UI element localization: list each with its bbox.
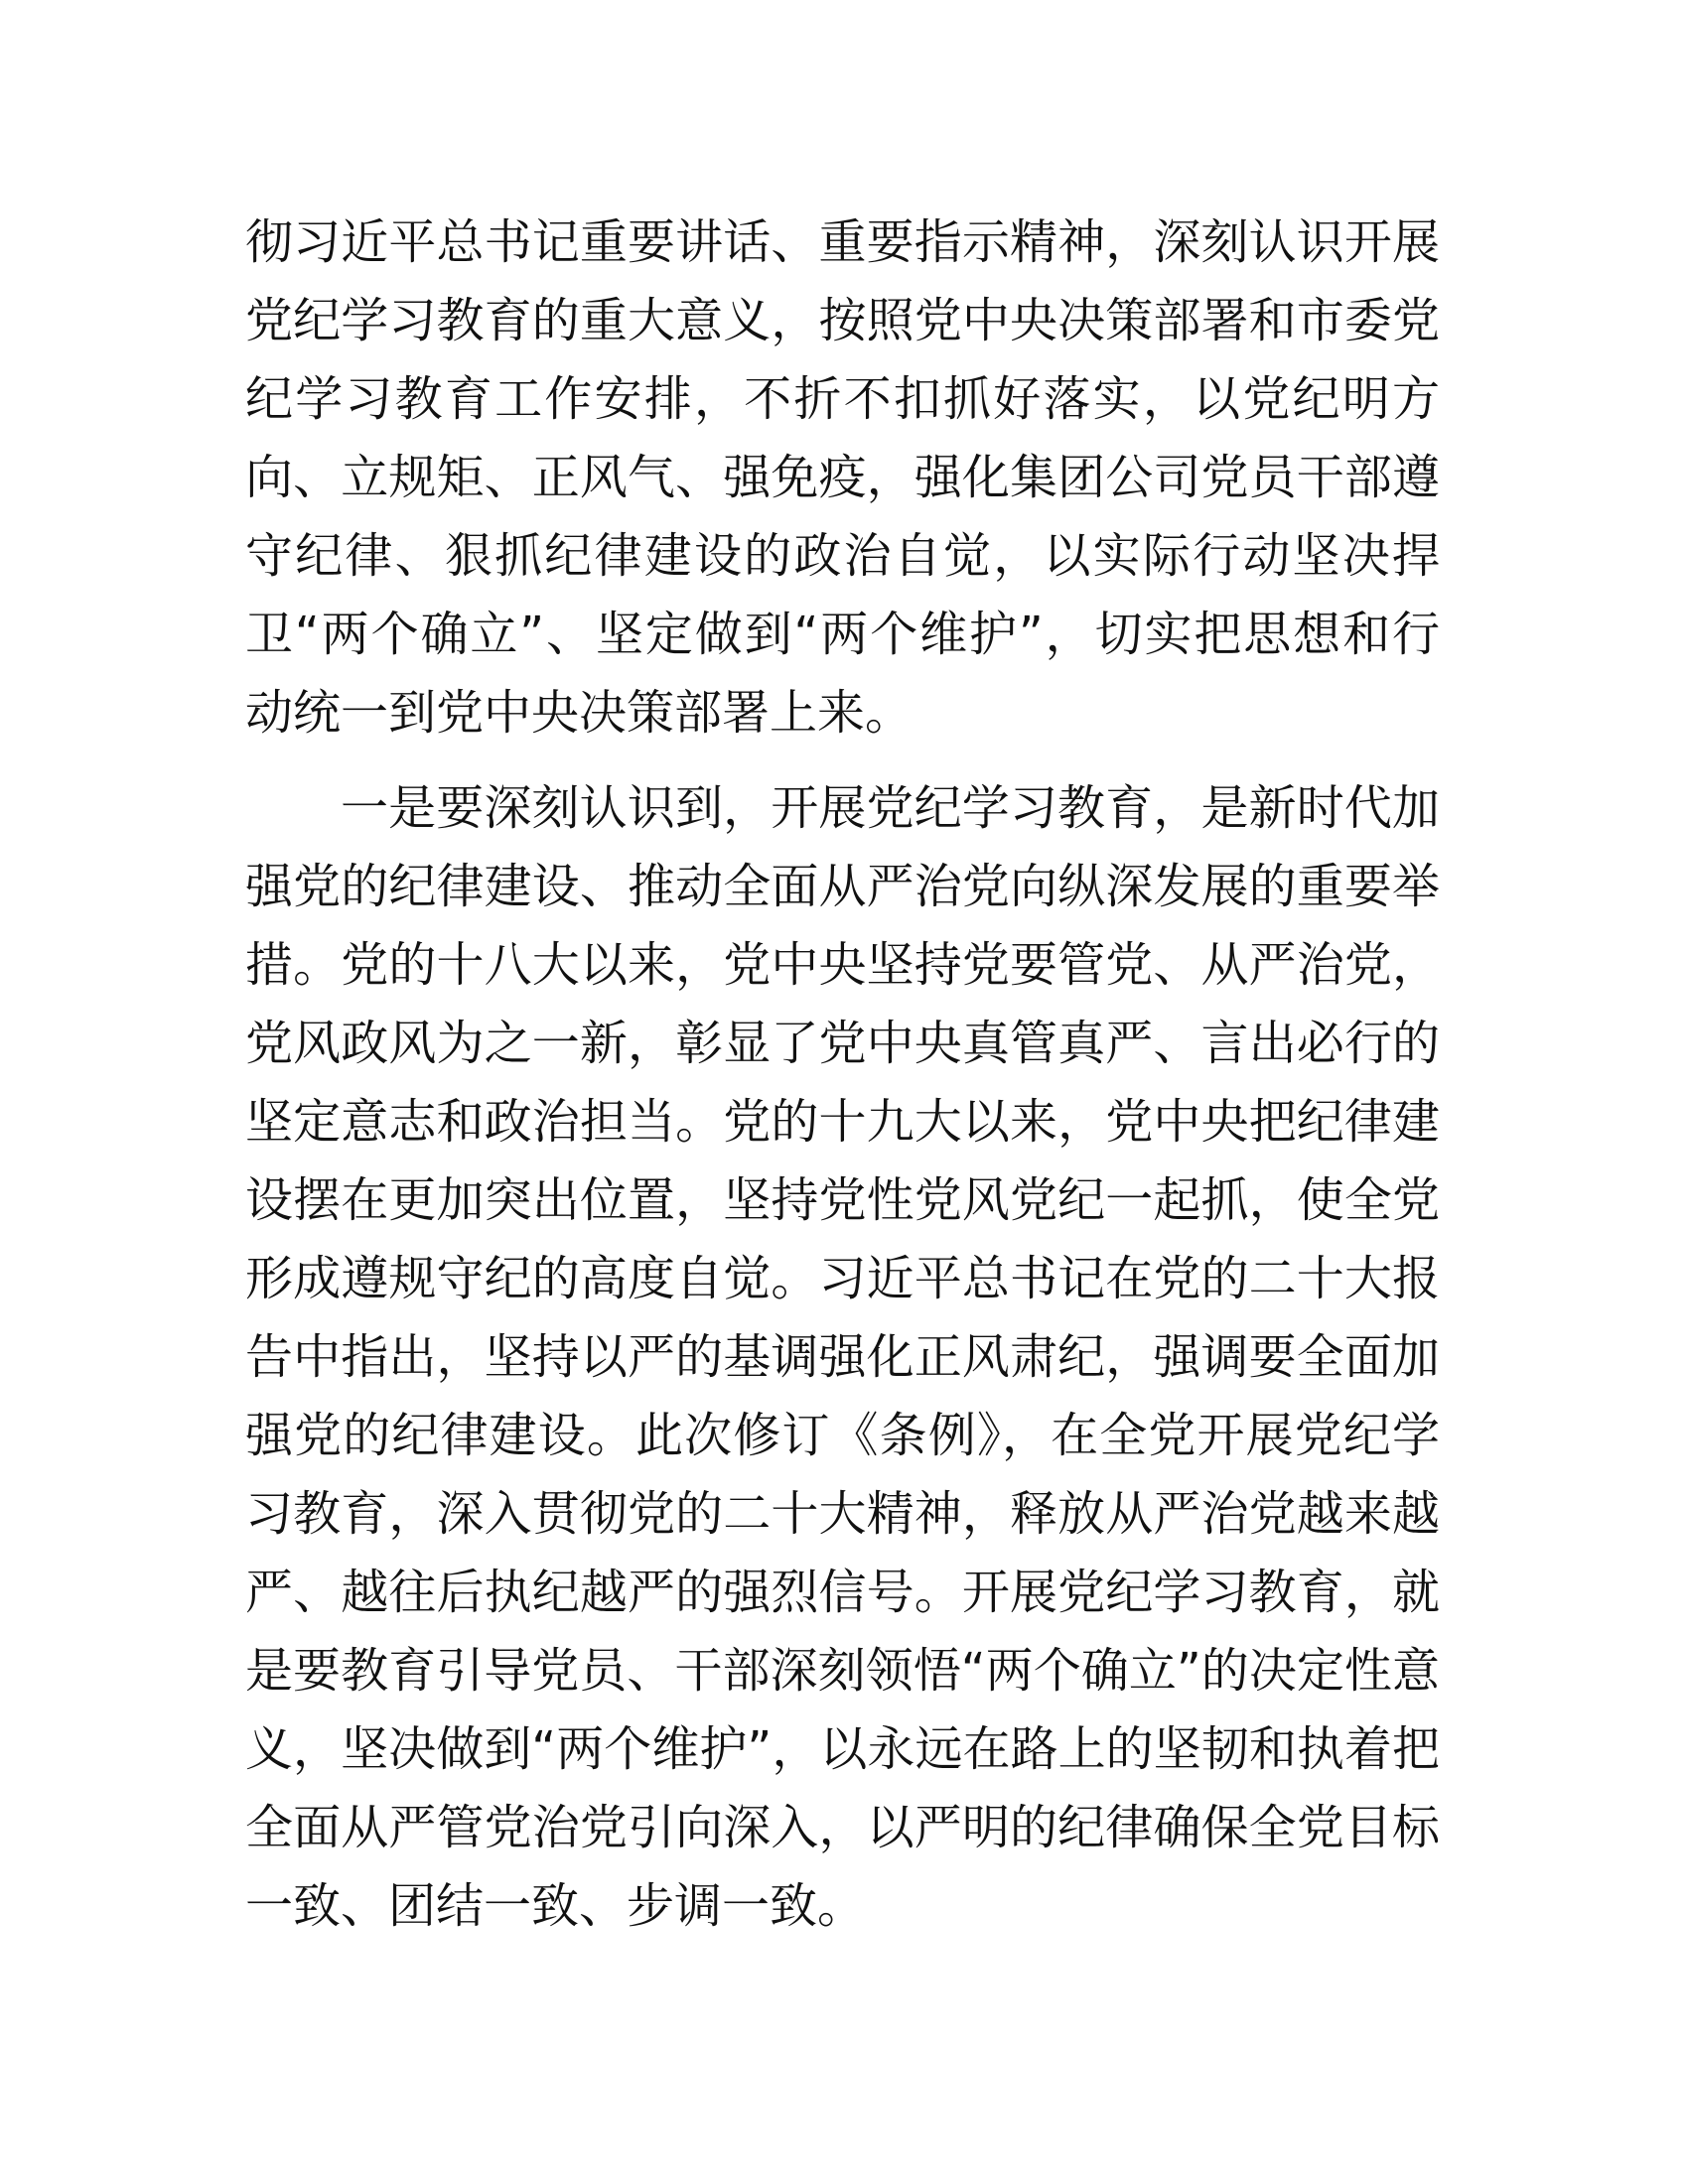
document-body bbox=[245, 204, 1440, 1946]
paragraph-point-one: 一是要深刻认识到，开展党纪学习教育，是新时代加强党的纪律建设、推动全面从严治党向纵深发展的重要举措。党的十八大以来，党中央坚持党要管党、从严治党，党风政风为之一新，彰显了党中央真管真严、言出必行的坚定意志和政治担当。党的十九大以来，党中央把纪律建设摆在更加突出位置，坚持党性党风党纪一起抓，使全党形成遵规守纪的高度自觉。习近平总书记在党的二十大报告中指出，坚持以严的基调强化正风肃纪，强调要全面加强党的纪律建设。此次修订《条例》，在全党开展党纪学习教育，深入贯彻党的二十大精神，释放从严治党越来越严、越往后执纪越严的强烈信号。开展党纪学习教育，就是要教育引导党员、干部深刻领悟“两个确立”的决定性意义，坚决做到“两个维护”，以永远在路上的坚韧和执着把全面从严管党治党引向深入，以严明的纪律确保全党目标一致、团结一致、步调一致。 bbox=[245, 780, 1440, 1934]
paragraph-continuation: 彻习近平总书记重要讲话、重要指示精神，深刻认识开展党纪学习教育的重大意义，按照党中央决策部署和市委党纪学习教育工作安排，不折不扣抓好落实，以党纪明方向、立规矩、正风气、强免疫，强化集团公司党员干部遵守纪律、狠抓纪律建设的政治自觉，以实际行动坚决捍卫“两个确立”、坚定做到“两个维护”，切实把思想和行动统一到党中央决策部署上来。 bbox=[245, 214, 1440, 741]
